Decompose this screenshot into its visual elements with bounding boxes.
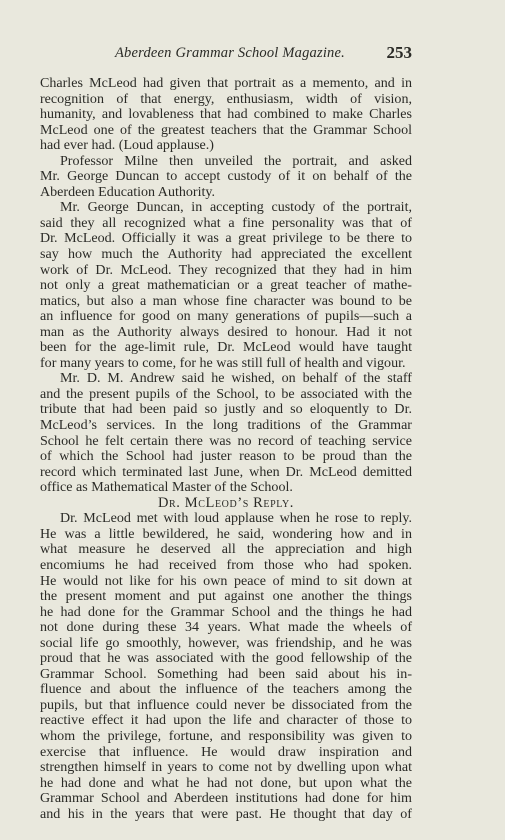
text-line: social life go smoothly, however, was friendship, and he was <box>40 634 412 651</box>
text-line: McLeod one of the greatest teachers that the Grammar School <box>40 121 412 138</box>
paragraph-4 <box>40 371 412 495</box>
text-line: pupils, but that influence could never be dissociated from the <box>40 696 412 713</box>
text-line: Charles McLeod had given that portrait as a memento, and in <box>40 75 412 91</box>
text-line: and his in the years that were past. He thought that day of <box>40 805 412 822</box>
text-line: the present moment and put against one another the things <box>40 588 412 605</box>
text-line: an influence for good on many generations of pupils—such a <box>40 308 412 325</box>
text-line: Dr. McLeod. Officially it was a great privilege to be there to <box>40 230 412 247</box>
text-line: School he felt certain there was no record of teaching service <box>40 432 412 449</box>
text-line: been for the age-limit rule, Dr. McLeod would have taught <box>40 339 412 356</box>
section-heading: Dr. McLeod’s Reply. <box>157 494 295 511</box>
paragraph-5 <box>40 511 412 822</box>
text-line: strengthen himself in years to come not by dwelling upon what <box>40 759 412 776</box>
text-line: Professor Milne then unveiled the portrait, and asked <box>60 152 412 169</box>
paragraph-1 <box>40 76 412 154</box>
text-line: Mr. George Duncan, in accepting custody of the portrait, <box>60 199 412 216</box>
text-line: Mr. D. M. Andrew said he wished, on behalf of the staff <box>60 370 412 387</box>
text-line: tribute that had been paid so justly and so eloquently to Dr. <box>40 401 412 418</box>
text-line: he had done and what he had not done, but upon what the <box>40 774 412 791</box>
text-line: said they all recognized what a fine personality was that of <box>40 214 412 231</box>
paragraph-2 <box>40 154 412 201</box>
text-line: office as Mathematical Master of the School. <box>40 479 293 496</box>
text-line: He would not like for his own peace of mind to sit down at <box>40 572 412 589</box>
text-line: for many years to come, for he was still full of health and vigour. <box>40 354 406 371</box>
text-line: Grammar School. Something had been said about his in- <box>40 665 412 682</box>
text-line: record which terminated last June, when Dr. McLeod demitted <box>40 463 412 480</box>
text-line: not only a great mathematician or a great teacher of mathe- <box>40 277 412 294</box>
running-title: Aberdeen Grammar School Magazine. <box>115 45 345 61</box>
text-line: Grammar School and Aberdeen institutions had done for him <box>40 790 412 807</box>
text-line: Aberdeen Education Authority. <box>40 183 216 200</box>
text-line: humanity, and lovableness that had combined to make Charles <box>40 106 412 123</box>
text-line: fluence and about the influence of the teachers among the <box>40 681 412 698</box>
text-line: he had done for the Grammar School and the things he had <box>40 603 412 620</box>
text-line: and the present pupils of the School, to be associated with the <box>40 385 412 402</box>
text-line: proud that he was associated with the good fellowship of the <box>40 650 412 667</box>
text-line: whom the privilege, fortune, and responsibility was given to <box>40 727 412 744</box>
text-line: matics, but also a man whose fine character was bound to be <box>40 292 412 309</box>
text-line: exercise that influence. He would draw inspiration and <box>40 743 412 760</box>
text-line: recognition of that energy, enthusiasm, width of vision, <box>40 90 412 107</box>
text-line: Dr. McLeod met with loud applause when he rose to reply. <box>60 510 412 527</box>
text-line: encomiums he had received from those who had spoken. <box>40 556 412 573</box>
text-line: say how much the Authority had appreciated the excellent <box>40 246 412 263</box>
text-line: not done during these 34 years. What made the wheels of <box>40 619 412 636</box>
text-line: work of Dr. McLeod. They recognized that they had in him <box>40 261 412 278</box>
page-body <box>40 76 412 822</box>
text-line: man as the Authority always desired to honour. Had it not <box>40 323 412 340</box>
page-header <box>40 45 412 67</box>
text-line: what measure he deserved all the appreciation and high <box>40 541 412 558</box>
text-line: He was a little bewildered, he said, wondering how and in <box>40 525 412 542</box>
text-line: of which the School had juster reason to be proud than the <box>40 448 412 465</box>
text-line: McLeod’s services. In the long traditions of the Grammar <box>40 417 412 434</box>
text-line: reactive effect it had upon the life and character of those to <box>40 712 412 729</box>
paragraph-3 <box>40 200 412 371</box>
page-number: 253 <box>386 43 412 62</box>
text-line: had ever had. (Loud applause.) <box>40 137 214 154</box>
text-line: Mr. George Duncan to accept custody of it on behalf of the <box>40 168 412 185</box>
